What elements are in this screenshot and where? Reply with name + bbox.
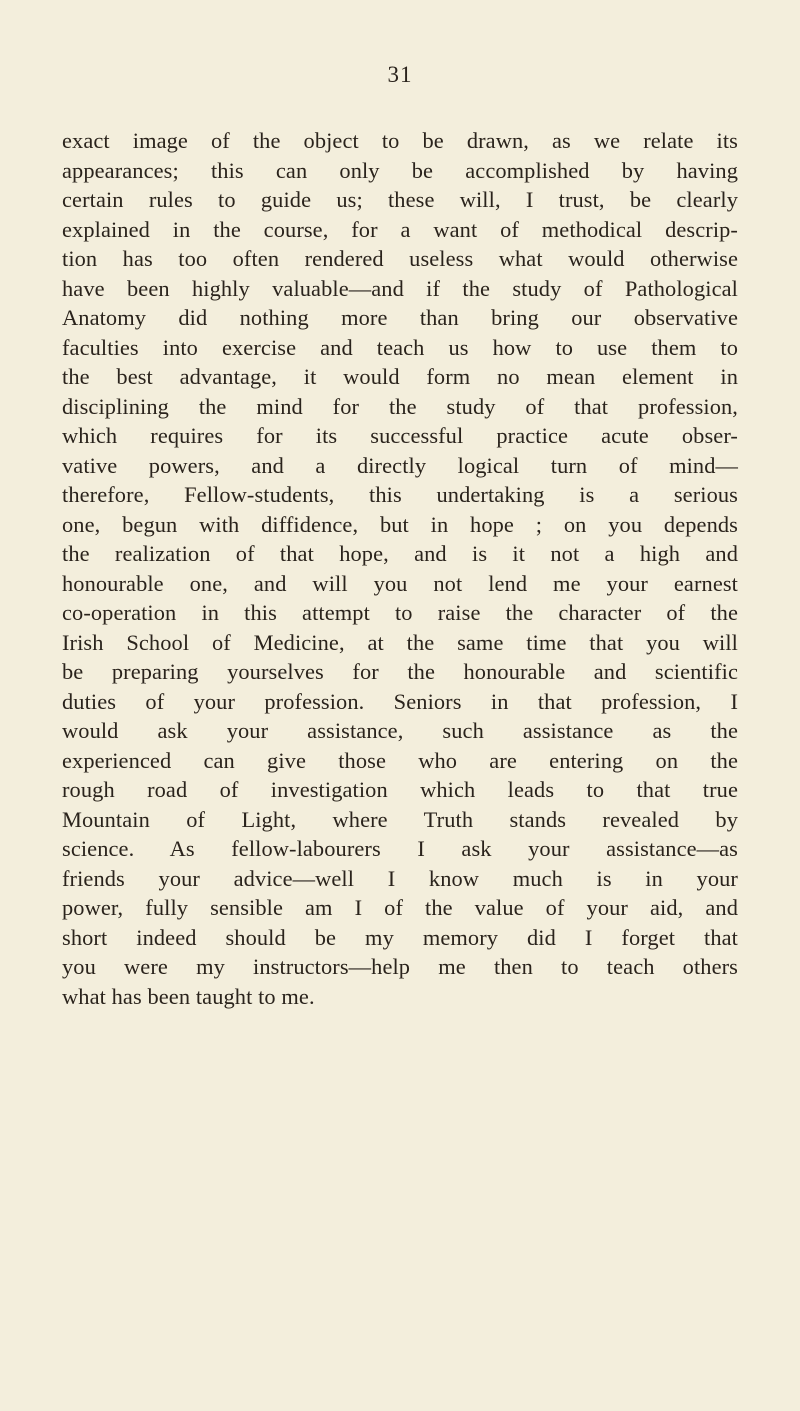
text-line: friends your advice—well I know much is in your xyxy=(62,865,738,891)
text-line: what has been taught to me. xyxy=(62,983,315,1009)
text-line: you were my instructors—help me then to teach others xyxy=(62,954,738,979)
text-line: Mountain of Light, where Truth stands revealed by xyxy=(62,806,738,832)
text-line: power, fully sensible am I of the value of your aid, and xyxy=(62,895,738,920)
text-line: the realization of that hope, and is it not a high and xyxy=(62,541,738,566)
text-line: have been highly valuable—and if the study of Pathological xyxy=(62,275,738,301)
text-line: certain rules to guide us; these will, I trust, be clearly xyxy=(62,187,738,212)
text-line: would ask your assistance, such assistance as the xyxy=(62,718,738,743)
text-line: appearances; this can only be accomplished by having xyxy=(62,157,738,183)
page-number: 31 xyxy=(387,62,413,87)
text-line: be preparing yourselves for the honourable and scientific xyxy=(62,659,738,684)
text-line: co-operation in this attempt to raise the character of the xyxy=(62,600,738,625)
text-line: the best advantage, it would form no mean element in xyxy=(62,364,738,389)
text-line: explained in the course, for a want of methodical descrip- xyxy=(62,216,738,242)
text-line: tion has too often rendered useless what would otherwise xyxy=(62,246,738,271)
text-line: experienced can give those who are entering on the xyxy=(62,747,738,773)
text-line: disciplining the mind for the study of that profession, xyxy=(62,393,738,419)
text-line: science. As fellow-labourers I ask your assistance—as xyxy=(62,836,738,861)
text-line: one, begun with diffidence, but in hope ; on you depends xyxy=(62,511,738,537)
text-line: Irish School of Medicine, at the same time that you will xyxy=(62,629,738,655)
text-line: short indeed should be my memory did I forget that xyxy=(62,924,738,950)
text-line: which requires for its successful practice acute obser- xyxy=(62,423,738,448)
body-text xyxy=(62,126,738,1011)
text-line: rough road of investigation which leads to that true xyxy=(62,777,738,802)
text-line: therefore, Fellow-students, this undertaking is a serious xyxy=(62,482,738,507)
text-line: exact image of the object to be drawn, as we relate its xyxy=(62,128,738,153)
text-line: vative powers, and a directly logical turn of mind— xyxy=(62,452,738,478)
text-line: duties of your profession. Seniors in that profession, I xyxy=(62,688,738,714)
text-line: Anatomy did nothing more than bring our observative xyxy=(62,305,738,330)
text-line: faculties into exercise and teach us how to use them to xyxy=(62,334,738,360)
text-line: honourable one, and will you not lend me your earnest xyxy=(62,570,738,596)
